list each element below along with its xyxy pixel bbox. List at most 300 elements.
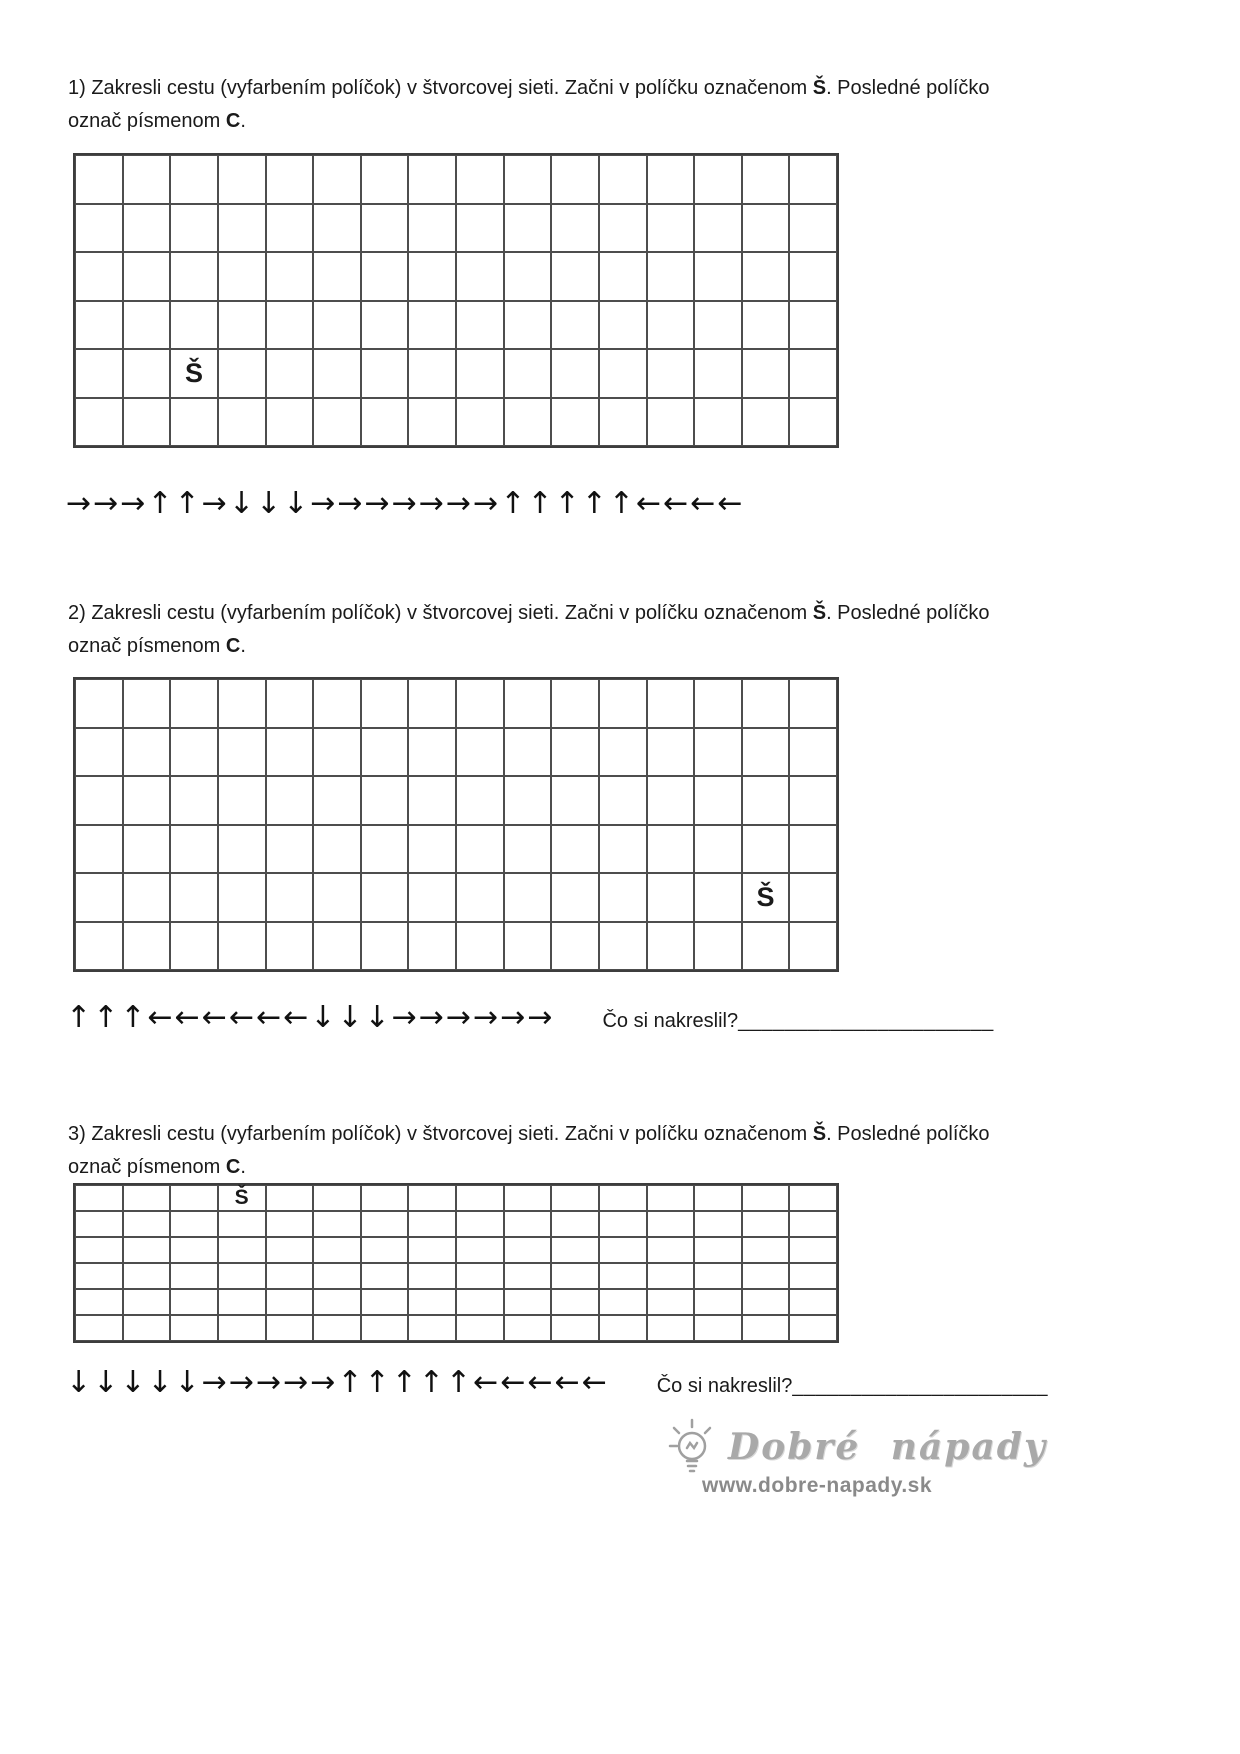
grid-cell: [361, 301, 409, 350]
grid-cell: [170, 825, 218, 874]
grid-cell: [266, 1289, 314, 1315]
grid-cell: [361, 776, 409, 825]
grid-cell: [599, 204, 647, 253]
grid-cell: [75, 155, 123, 204]
grid-cell: [361, 825, 409, 874]
end-letter: C: [225, 635, 241, 657]
arrow-sequence: →→→↑↑→↓↓↓→→→→→→→↑↑↑↑↑←←←←: [66, 486, 745, 521]
grid-cell: [456, 1289, 504, 1315]
grid-cell: [599, 349, 647, 398]
grid-cell: [789, 825, 837, 874]
grid-cell: [742, 252, 790, 301]
grid-cell: [456, 349, 504, 398]
grid-cell: [551, 1263, 599, 1289]
grid-cell: [123, 204, 171, 253]
grid-cell: [456, 922, 504, 971]
grid-cell: [551, 155, 599, 204]
grid-cell: [218, 728, 266, 777]
grid-cell: [266, 1263, 314, 1289]
grid-cell: [694, 728, 742, 777]
grid-cell: [456, 1211, 504, 1237]
grid-cell: [647, 1185, 695, 1211]
grid-cell: [599, 728, 647, 777]
grid-cell: [123, 922, 171, 971]
grid-cell: [170, 155, 218, 204]
grid-cell: [123, 155, 171, 204]
grid-cell: [218, 1237, 266, 1263]
grid-cell: [361, 398, 409, 447]
grid-cell: [123, 301, 171, 350]
grid-cell: [170, 1237, 218, 1263]
grid-cell: [742, 922, 790, 971]
question-label: Čo si nakreslil?: [656, 1375, 793, 1397]
grid-cell: [408, 1263, 456, 1289]
lightbulb-icon: [664, 1418, 724, 1480]
exercise-2-instruction: [68, 597, 1098, 663]
grid-cell: [170, 922, 218, 971]
grid-cell: [551, 204, 599, 253]
grid-cell: [599, 873, 647, 922]
start-letter: Š: [812, 77, 827, 99]
grid-cell: [361, 349, 409, 398]
grid-cell: [456, 252, 504, 301]
grid-cell: [789, 204, 837, 253]
exercise-1-grid: [73, 153, 839, 448]
grid-cell: [504, 1289, 552, 1315]
grid-cell: [313, 679, 361, 728]
grid-cell: [266, 922, 314, 971]
grid-cell: [789, 728, 837, 777]
grid-cell: [313, 1315, 361, 1341]
instruction-text: .: [240, 1156, 246, 1178]
instruction-line-2: [68, 1151, 1098, 1184]
grid-cell: [75, 301, 123, 350]
grid-cell: [123, 825, 171, 874]
grid-cell: [551, 1237, 599, 1263]
arrow-sequence: ↓↓↓↓↓→→→→→↑↑↑↑↑←←←←←: [66, 1365, 609, 1400]
grid-cell: [313, 155, 361, 204]
grid-cell: [456, 1263, 504, 1289]
grid-cell: [408, 825, 456, 874]
grid-cell: [694, 1263, 742, 1289]
grid-cell: [75, 825, 123, 874]
grid-cell: [266, 728, 314, 777]
grid-cell: [789, 1289, 837, 1315]
grid-cell: [170, 398, 218, 447]
grid-cell: [408, 155, 456, 204]
grid-cell: [75, 1315, 123, 1341]
grid-cell: [170, 1263, 218, 1289]
grid-cell: [218, 349, 266, 398]
grid-cell: [456, 155, 504, 204]
grid-cell: [170, 1315, 218, 1341]
grid-cell: [456, 301, 504, 350]
instruction-line-1: [68, 597, 1098, 630]
grid-cell: [504, 728, 552, 777]
grid-cell: [551, 301, 599, 350]
grid-cell: [789, 301, 837, 350]
grid-cell: [694, 1289, 742, 1315]
grid-cell: [742, 1263, 790, 1289]
grid-cell: [456, 825, 504, 874]
grid-cell: [647, 155, 695, 204]
grid-cell: [170, 728, 218, 777]
grid-cell: [218, 922, 266, 971]
grid-cell: [408, 349, 456, 398]
grid-cell: [218, 679, 266, 728]
grid-cell: [75, 349, 123, 398]
grid-cell: [123, 679, 171, 728]
grid-cell: [313, 1263, 361, 1289]
grid-cell: [504, 398, 552, 447]
grid-cell: [218, 301, 266, 350]
grid-cell: [123, 398, 171, 447]
grid-cell: [170, 301, 218, 350]
grid-cell: [218, 873, 266, 922]
grid-cell: [313, 349, 361, 398]
grid-cell: [313, 1185, 361, 1211]
grid-cell: [266, 1185, 314, 1211]
grid-cell: [313, 252, 361, 301]
instruction-line-1: [68, 1118, 1098, 1151]
grid-cell: [75, 728, 123, 777]
grid-cell: [361, 1211, 409, 1237]
grid-cell: [408, 1315, 456, 1341]
grid-cell: [266, 398, 314, 447]
grid-cell: [123, 728, 171, 777]
grid-cell: [75, 1211, 123, 1237]
grid-cell: [123, 873, 171, 922]
grid-cell: [170, 776, 218, 825]
grid-cell: [551, 728, 599, 777]
grid-cell: [647, 1237, 695, 1263]
question-label: Čo si nakreslil?: [602, 1010, 739, 1032]
grid-cell: [313, 922, 361, 971]
grid-cell: [551, 873, 599, 922]
instruction-text: označ písmenom: [68, 110, 226, 132]
grid-cell: [218, 1263, 266, 1289]
grid-cell: [504, 349, 552, 398]
answer-blank: ______________________: [738, 1010, 994, 1032]
grid-cell: [599, 825, 647, 874]
grid-cell: [599, 1263, 647, 1289]
start-cell-marker: Š: [170, 349, 218, 398]
grid-cell: [218, 1289, 266, 1315]
grid-cell: [599, 922, 647, 971]
grid-cell: [361, 679, 409, 728]
grid-cell: [266, 825, 314, 874]
grid-cell: [313, 825, 361, 874]
grid-cell: [123, 776, 171, 825]
grid-cell: [313, 1237, 361, 1263]
instruction-line-2: [68, 105, 1098, 138]
grid-cell: [694, 922, 742, 971]
grid-cell: [504, 301, 552, 350]
exercise-3-arrow-row: [66, 1365, 1048, 1400]
grid-cell: [504, 873, 552, 922]
grid-cell: [742, 155, 790, 204]
grid-cell: [647, 873, 695, 922]
grid-cell: [551, 825, 599, 874]
start-letter: Š: [812, 1123, 827, 1145]
grid-cell: [789, 252, 837, 301]
grid-cell: [170, 873, 218, 922]
answer-blank: ______________________: [792, 1375, 1049, 1397]
grid-cell: [75, 252, 123, 301]
grid-cell: [456, 398, 504, 447]
end-letter: C: [225, 1156, 241, 1178]
grid-cell: [694, 825, 742, 874]
logo-text: Dobré nápady: [728, 1426, 1047, 1468]
grid-cell: [551, 776, 599, 825]
grid-cell: [408, 1211, 456, 1237]
grid-cell: [218, 1315, 266, 1341]
grid-cell: [742, 1289, 790, 1315]
grid-cell: [599, 301, 647, 350]
grid-cell: [456, 776, 504, 825]
grid-cell: [504, 1211, 552, 1237]
grid-cell: [361, 1237, 409, 1263]
grid-cell: [647, 825, 695, 874]
grid-cell: [694, 1211, 742, 1237]
grid-cell: [218, 204, 266, 253]
grid-cell: [218, 776, 266, 825]
grid-cell: [313, 1211, 361, 1237]
grid-cell: [551, 1185, 599, 1211]
grid-cell: [170, 1185, 218, 1211]
grid-cell: [75, 1289, 123, 1315]
grid-cell: [75, 1237, 123, 1263]
grid-cell: [647, 349, 695, 398]
instruction-text: 1) Zakresli cestu (vyfarbením políčok) v štvorcovej sieti. Začni v políčku označenom: [68, 77, 813, 99]
grid-cell: [456, 1185, 504, 1211]
instruction-text: . Posledné políčko: [826, 1123, 990, 1145]
grid-cell: [742, 1185, 790, 1211]
grid-cell: [789, 155, 837, 204]
grid-cell: [742, 349, 790, 398]
grid-cell: [123, 1211, 171, 1237]
grid-cell: [170, 204, 218, 253]
grid-cell: [647, 922, 695, 971]
grid-cell: [313, 776, 361, 825]
grid-cell: [789, 679, 837, 728]
grid-cell: [789, 873, 837, 922]
grid-cell: [742, 1237, 790, 1263]
grid-cell: [408, 204, 456, 253]
grid-cell: [647, 1211, 695, 1237]
grid-cell: [313, 301, 361, 350]
grid-cell: [789, 1237, 837, 1263]
grid-cell: [647, 679, 695, 728]
grid-cell: [75, 1185, 123, 1211]
grid-cell: [504, 1185, 552, 1211]
grid-cell: [408, 922, 456, 971]
grid-cell: [123, 1237, 171, 1263]
grid-cell: [551, 1315, 599, 1341]
grid-cell: [361, 728, 409, 777]
instruction-text: . Posledné políčko: [826, 77, 990, 99]
grid-cell: [170, 252, 218, 301]
grid-cell: [361, 1289, 409, 1315]
grid-cell: [266, 776, 314, 825]
grid-cell: [218, 1211, 266, 1237]
grid-cell: [742, 204, 790, 253]
grid-cell: [694, 1237, 742, 1263]
grid-cell: [694, 204, 742, 253]
grid-cell: [789, 1315, 837, 1341]
grid-cell: [599, 776, 647, 825]
grid-cell: [789, 776, 837, 825]
grid-cell: [361, 1263, 409, 1289]
grid-cell: [218, 155, 266, 204]
site-logo: [660, 1414, 1047, 1514]
start-letter: Š: [812, 602, 827, 624]
grid-cell: [170, 1289, 218, 1315]
grid-cell: [742, 679, 790, 728]
site-url: www.dobre-napady.sk: [702, 1474, 933, 1497]
grid-cell: [266, 1315, 314, 1341]
instruction-line-2: [68, 630, 1098, 663]
exercise-1-arrow-row: [66, 486, 744, 521]
grid-cell: [599, 1315, 647, 1341]
grid-cell: [504, 922, 552, 971]
grid-cell: [694, 349, 742, 398]
grid-cell: [647, 728, 695, 777]
grid-cell: [313, 204, 361, 253]
grid-cell: [75, 922, 123, 971]
grid-cell: [742, 301, 790, 350]
grid-cell: [647, 398, 695, 447]
grid-cell: [408, 728, 456, 777]
grid-cell: [456, 204, 504, 253]
grid-cell: [504, 1237, 552, 1263]
grid-cell: [647, 252, 695, 301]
grid-cell: [599, 155, 647, 204]
instruction-text: označ písmenom: [68, 635, 226, 657]
grid-cell: [504, 679, 552, 728]
grid-cell: [551, 679, 599, 728]
grid-cell: [266, 873, 314, 922]
instruction-text: označ písmenom: [68, 1156, 226, 1178]
grid-cell: [75, 776, 123, 825]
grid-cell: [599, 1289, 647, 1315]
grid-cell: [694, 776, 742, 825]
grid-cell: [313, 728, 361, 777]
grid-cell: [408, 252, 456, 301]
instruction-text: .: [240, 635, 246, 657]
exercise-3-instruction: [68, 1118, 1098, 1184]
grid-cell: [647, 301, 695, 350]
grid-cell: [694, 1315, 742, 1341]
grid-cell: [408, 398, 456, 447]
grid-cell: [456, 728, 504, 777]
grid-cell: [599, 1237, 647, 1263]
grid-cell: [456, 679, 504, 728]
grid-cell: [75, 204, 123, 253]
grid-cell: [742, 825, 790, 874]
start-cell-marker: Š: [218, 1185, 266, 1211]
grid-cell: [742, 1211, 790, 1237]
grid-cell: [266, 679, 314, 728]
grid-cell: [266, 1237, 314, 1263]
grid-cell: [551, 349, 599, 398]
grid-cell: [504, 776, 552, 825]
grid-cell: [504, 1263, 552, 1289]
exercise-1-instruction: [68, 72, 1098, 138]
grid-cell: [266, 1211, 314, 1237]
arrow-sequence: ↑↑↑←←←←←←↓↓↓→→→→→→: [66, 1000, 555, 1035]
grid-cell: [266, 204, 314, 253]
grid-cell: [599, 1185, 647, 1211]
instruction-line-1: [68, 72, 1098, 105]
grid-cell: [599, 252, 647, 301]
grid-cell: [647, 776, 695, 825]
grid-cell: [551, 922, 599, 971]
grid-cell: [170, 679, 218, 728]
grid-cell: [408, 1237, 456, 1263]
grid-cell: [599, 679, 647, 728]
exercise-3-grid: [73, 1183, 839, 1343]
grid-cell: [266, 301, 314, 350]
grid-cell: [123, 1263, 171, 1289]
grid-cell: [789, 398, 837, 447]
grid-cell: [551, 1211, 599, 1237]
grid-cell: [313, 398, 361, 447]
grid-cell: [742, 728, 790, 777]
grid-cell: [789, 1185, 837, 1211]
grid-cell: [123, 349, 171, 398]
grid-cell: [408, 873, 456, 922]
grid-cell: [266, 155, 314, 204]
grid-cell: [694, 155, 742, 204]
grid-cell: [551, 398, 599, 447]
grid-cell: [75, 1263, 123, 1289]
grid-cell: [266, 349, 314, 398]
grid-cell: [789, 1211, 837, 1237]
grid-cell: [504, 252, 552, 301]
grid-cell: [789, 922, 837, 971]
grid-cell: [694, 1185, 742, 1211]
grid-cell: [218, 252, 266, 301]
grid-cell: [361, 873, 409, 922]
grid-cell: [170, 1211, 218, 1237]
grid-cell: [647, 1289, 695, 1315]
grid-cell: [504, 825, 552, 874]
grid-cell: [742, 1315, 790, 1341]
grid-cell: [123, 1185, 171, 1211]
grid-cell: [361, 252, 409, 301]
grid-cell: [551, 252, 599, 301]
grid-cell: [647, 1263, 695, 1289]
grid-cell: [456, 873, 504, 922]
grid-cell: [75, 679, 123, 728]
grid-cell: [789, 1263, 837, 1289]
grid-cell: [75, 873, 123, 922]
grid-cell: [408, 776, 456, 825]
start-cell-marker: Š: [742, 873, 790, 922]
grid-cell: [123, 1289, 171, 1315]
grid-cell: [123, 252, 171, 301]
grid-cell: [647, 204, 695, 253]
exercise-2-arrow-row: [66, 1000, 994, 1035]
grid-cell: [742, 398, 790, 447]
grid-cell: [361, 204, 409, 253]
grid-cell: [456, 1315, 504, 1341]
grid-cell: [218, 398, 266, 447]
grid-cell: [408, 1289, 456, 1315]
exercise-2-grid: [73, 677, 839, 972]
grid-cell: [551, 1289, 599, 1315]
